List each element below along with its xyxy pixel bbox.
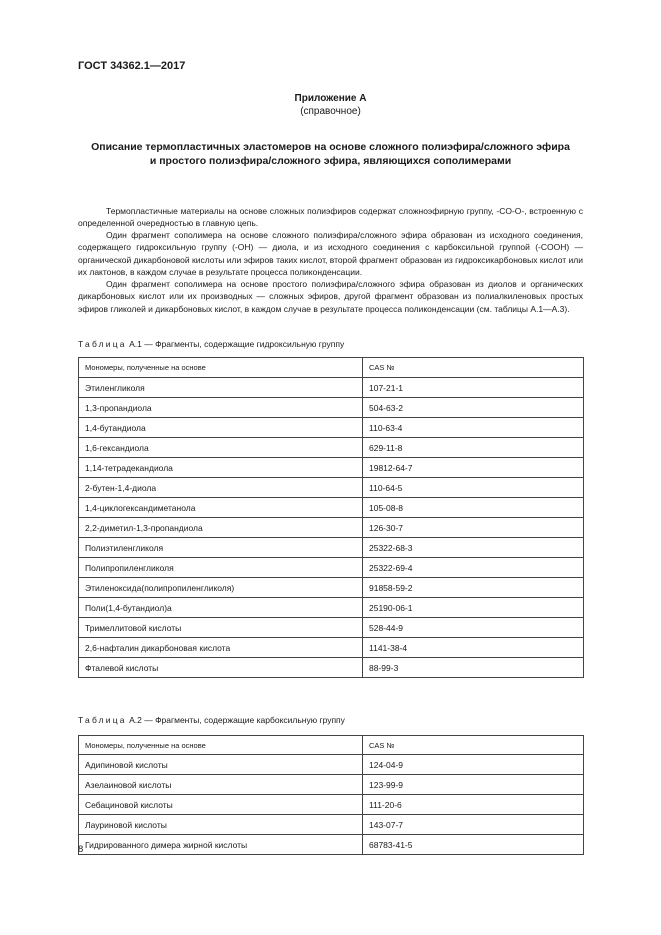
paragraph-3: Один фрагмент сополимера на основе простого полиэфира/сложного эфира образован из диолов и органических дикарбоновых кислот или их производных — сложных эфиров, другой фрагмент образован из полиалкиленовых простых эфиров гликолей и дикарбоновых кислот, в каждом случае в результате процесса поликонденсации (см. таблицы А.1—А.3).	[78, 279, 583, 314]
monomer-cell: 1,6-гександиола	[79, 438, 363, 458]
document-number: ГОСТ 34362.1—2017	[78, 60, 186, 72]
monomer-cell: Этиленоксида(полипропиленгликоля)	[79, 578, 363, 598]
table1-header-monomers: Мономеры, полученные на основе	[79, 358, 363, 378]
paragraph-1: Термопластичные материалы на основе сложных полиэфиров содержат сложноэфирную группу, -CO-O-, встроенную с определенной очередностью в главную цепь.	[78, 206, 584, 229]
table-row	[79, 658, 584, 678]
cas-cell: 111-20-6	[363, 795, 584, 815]
table-row	[79, 755, 584, 775]
cas-cell: 1141-38-4	[363, 638, 584, 658]
monomer-cell: Гидрированного димера жирной кислоты	[79, 835, 363, 855]
monomer-cell: 1,4-бутандиола	[79, 418, 363, 438]
table-row	[79, 638, 584, 658]
paragraph-2: Один фрагмент сополимера на основе сложного полиэфира/сложного эфира образован из исходного соединения, содержащего гидроксильную группу (-OH) — диола, и из исходного соединения с карбоксильной группой (-COOH) — органической дикарбоновой кислоты или эфиров таких кислот, второй фрагмент образован из гидроксикарбоновых кислот или их лактонов, в каждом случае в результате процесса поликонденсации.	[78, 230, 583, 278]
table-row	[79, 618, 584, 638]
monomer-cell: Азелаиновой кислоты	[79, 775, 363, 795]
table-row	[79, 598, 584, 618]
monomer-cell: Фталевой кислоты	[79, 658, 363, 678]
annex-heading-line-2: и простого полиэфира/сложного эфира, являющихся сополимерами	[149, 155, 512, 167]
cas-cell: 110-64-5	[363, 478, 584, 498]
cas-cell: 25190-06-1	[363, 598, 584, 618]
table-row	[79, 398, 584, 418]
monomer-cell: Этиленгликоля	[79, 378, 363, 398]
monomer-cell: Адипиновой кислоты	[79, 755, 363, 775]
annex-title: Приложение А	[294, 93, 367, 104]
table1-header-cas: CAS №	[363, 358, 584, 378]
table-row	[79, 498, 584, 518]
monomer-cell: Тримеллитовой кислоты	[79, 618, 363, 638]
annex-title-block	[0, 92, 661, 118]
table-row	[79, 578, 584, 598]
monomer-cell: 1,3-пропандиола	[79, 398, 363, 418]
table2-caption-text: А.2 — Фрагменты, содержащие карбоксильную группу	[126, 715, 345, 725]
cas-cell: 123-99-9	[363, 775, 584, 795]
table2-header-monomers: Мономеры, полученные на основе	[79, 736, 363, 755]
table-row	[79, 478, 584, 498]
cas-cell: 25322-69-4	[363, 558, 584, 578]
cas-cell: 110-63-4	[363, 418, 584, 438]
monomer-cell: Лауриновой кислоты	[79, 815, 363, 835]
annex-heading-line-1: Описание термопластичных эластомеров на основе сложного полиэфира/сложного эфира	[91, 141, 570, 153]
annex-heading	[78, 140, 583, 168]
monomer-cell: 1,14-тетрадекандиола	[79, 458, 363, 478]
table-row	[79, 795, 584, 815]
table-row	[79, 815, 584, 835]
table-row	[79, 458, 584, 478]
table1-caption-text: А.1 — Фрагменты, содержащие гидроксильную группу	[126, 339, 345, 349]
table-row	[79, 538, 584, 558]
annex-subtitle: (справочное)	[300, 106, 361, 117]
table2-header-cas: CAS №	[363, 736, 584, 755]
cas-cell: 124-04-9	[363, 755, 584, 775]
monomer-cell: Поли(1,4-бутандиол)а	[79, 598, 363, 618]
cas-cell: 504-63-2	[363, 398, 584, 418]
table2-header-row	[79, 736, 584, 755]
table-row	[79, 438, 584, 458]
table-row	[79, 418, 584, 438]
cas-cell: 105-08-8	[363, 498, 584, 518]
cas-cell: 143-07-7	[363, 815, 584, 835]
page-number: 8	[78, 844, 84, 855]
monomer-cell: 2,2-диметил-1,3-пропандиола	[79, 518, 363, 538]
monomer-cell: Себациновой кислоты	[79, 795, 363, 815]
monomer-cell: 2,6-нафталин дикарбоновая кислота	[79, 638, 363, 658]
cas-cell: 629-11-8	[363, 438, 584, 458]
cas-cell: 126-30-7	[363, 518, 584, 538]
monomer-cell: Полиэтиленгликоля	[79, 538, 363, 558]
table-hydroxyl-fragments	[78, 357, 584, 678]
cas-cell: 528-44-9	[363, 618, 584, 638]
table1-caption	[78, 338, 344, 350]
table1-header-row	[79, 358, 584, 378]
table-row	[79, 378, 584, 398]
cas-cell: 88-99-3	[363, 658, 584, 678]
table1-caption-label: Таблица	[78, 339, 127, 349]
table-row	[79, 775, 584, 795]
table2-caption-label: Таблица	[78, 715, 127, 725]
cas-cell: 107-21-1	[363, 378, 584, 398]
table-row	[79, 518, 584, 538]
table-carboxyl-fragments	[78, 735, 584, 855]
cas-cell: 25322-68-3	[363, 538, 584, 558]
cas-cell: 68783-41-5	[363, 835, 584, 855]
table-row	[79, 558, 584, 578]
table-row	[79, 835, 584, 855]
monomer-cell: 2-бутен-1,4-диола	[79, 478, 363, 498]
cas-cell: 91858-59-2	[363, 578, 584, 598]
table2-caption	[78, 714, 345, 726]
monomer-cell: 1,4-циклогександиметанола	[79, 498, 363, 518]
cas-cell: 19812-64-7	[363, 458, 584, 478]
monomer-cell: Полипропиленгликоля	[79, 558, 363, 578]
